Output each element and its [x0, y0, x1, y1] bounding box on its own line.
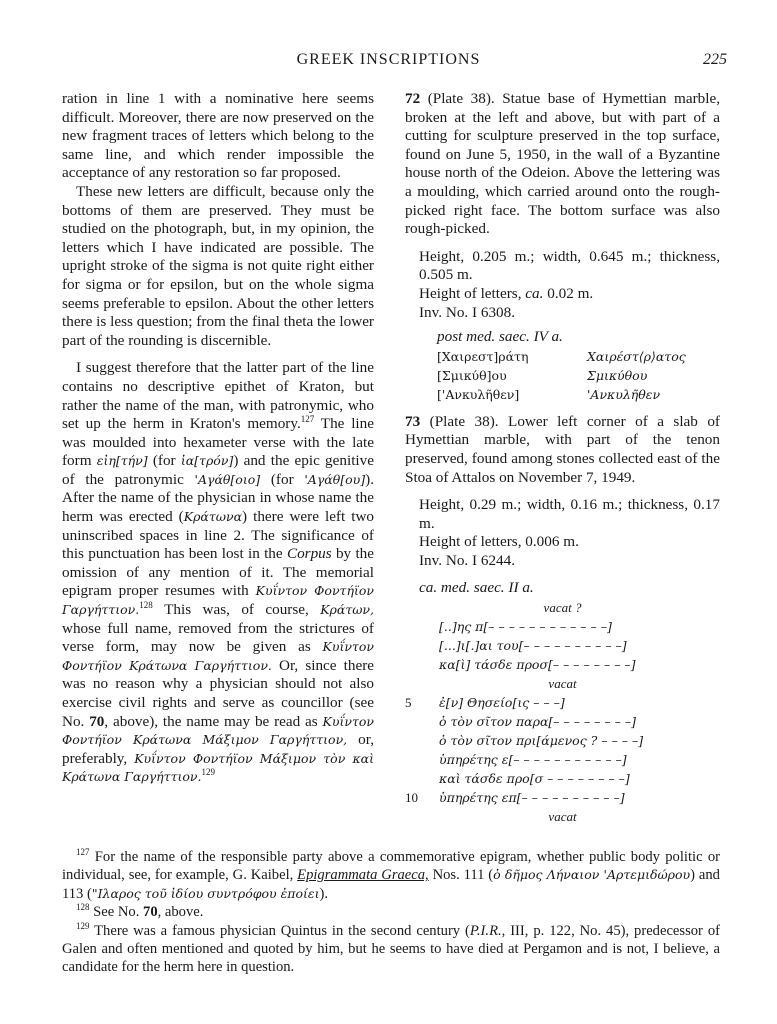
vacat: vacat — [548, 676, 577, 692]
dimensions: Height, 0.29 m.; width, 0.16 m.; thickness, 0.17 m. — [419, 496, 720, 532]
inscription-line: [...]ι[.]αι του[– – – – – – – – – –] — [439, 638, 627, 654]
entry-number: 73 — [405, 412, 421, 430]
inscription-line: ὁ τὸν σῖτον πρι[άμενος ? – – – –] — [439, 733, 644, 749]
entry-73: 73 (Plate 38). Lower left corner of a slab of Hymettian marble, with part of the tenon preserved, found among stones collected east of the Stoa of Attalos on November 7, 1949. — [405, 412, 720, 486]
greek-text: Κυΐντον Φοντήϊον Μάξιμον τὸν καὶ Κράτωνα Γαργήττιον. — [62, 750, 374, 785]
footnote-128: $^{128}$ See No. 70, above. — [76, 902, 204, 921]
greek-text: εἰη[τήν] — [96, 453, 148, 469]
greek-text: ἰα[τρόν] — [180, 453, 234, 469]
vacat: vacat ? — [543, 600, 582, 616]
inscription-line: ['Ανκυλῆθεν] 'Ανκυλῆθεν — [437, 386, 661, 402]
footnote-127: $^{127}$ For the name of the responsible party above a commemorative epigram, whether public body politic or individual, see, for example, G. Kaibel, Epigrammata Graeca, Nos. 111 (ὁ δῆμος Λήναιον 'Αρτεμιδώρου) and 113 ("Ιλαρος τοῦ ἰδίου συντρόφου ἐποίει). — [62, 847, 720, 902]
entry-number: 72 — [405, 90, 421, 107]
book-title: Epigrammata Graeca, — [297, 867, 429, 884]
page-header — [0, 51, 777, 73]
paragraph: ration in line 1 with a nominative here seems difficult. Moreover, there are now preserved on the new fragment traces of letters which belong to the same line, and which render impossible the acceptance of any restoration so far proposed. — [62, 90, 374, 182]
greek-text: 'Αγάθ[ου] — [304, 471, 366, 487]
greek-text: Κράτωνα — [183, 509, 243, 525]
inscription-line: καὶ τάσδε προ[σ – – – – – – – –] — [439, 771, 630, 787]
footnote-129: $^{129}$ There was a famous physician Quintus in the second century (P.I.R., III, p. 122, No. 45), predecessor of Galen and often mentioned and quoted by him, but he seems to have died at Pergamon and is not, I believe, a candidate for the herm here in question. — [62, 920, 720, 976]
dating: ca. med. saec. II a. — [419, 579, 534, 597]
page-number: 225 — [703, 51, 727, 68]
dimensions: Height, 0.205 m.; width, 0.645 m.; thickness, 0.505 m. — [419, 247, 720, 284]
right-column — [405, 90, 720, 826]
inscription-line: κα[ὶ] τάσδε προσ[– – – – – – – –] — [439, 657, 636, 673]
paragraph: I suggest therefore that the latter part of the line contains no descriptive epithet of Kraton, but rather the name of the man, with patronymic, who set up the herm in Kraton's memory.$^{127}$ The line was moulded into hexameter verse with the late form εἰη[τήν] (for ἰα[τρόν]) and the epic genitive of the patronymic 'Αγάθ[οιο] (for 'Αγάθ[ου]). After the name of the physician in whose name the herm was erected (Κράτωνα) there were left two uninscribed spaces in line 2. The significance of this punctuation has been lost in the Corpus by the omission of any mention of it. The memorial epigram proper resumes with Κυΐντον Φοντήϊον Γαργήττιον.$^{128}$ This was, of course, Κράτων, whose full name, removed from the strictures of verse form, may now be given as Κυΐντον Φοντήϊον Κράτωνα Γαργήττιον. Or, since there was no reason why a physician should not also exercise civil rights and serve as councillor (see No. 70, above), the name may be read as Κυΐντον Φοντήϊον Κράτωνα Μάξιμον Γαργήττιον, or, preferably, Κυΐντον Φοντήϊον Μάξιμον τὸν καὶ Κράτωνα Γαργήττιον.$^{129}$ — [62, 359, 375, 785]
inscription-line: ὑπηρέτης ε[– – – – – – – – – – –] — [439, 752, 627, 768]
footnote-ref: 127 — [300, 414, 315, 425]
running-head: GREEK INSCRIPTIONS — [296, 51, 481, 68]
inscription-line: 10 ὑπηρέτης επ[– – – – – – – – – –] — [405, 790, 625, 806]
inscription-line: [..]ης π[– – – – – – – – – – – –] — [439, 619, 612, 635]
inscription-73 — [405, 598, 720, 826]
footnotes — [62, 848, 720, 977]
greek-text: Κυΐντον Φοντήϊον Κράτωνα Μάξιμον Γαργήττιον, — [62, 713, 375, 748]
inscription-72 — [405, 347, 720, 404]
footnote-ref: 128 — [139, 599, 153, 610]
letter-height: Height of letters, 0.006 m. — [419, 533, 579, 551]
inscription-line: 5 ἐ[ν] Θησείο[ις – – –] — [405, 695, 565, 711]
cross-ref: 70 — [89, 712, 105, 730]
inventory-number: Inv. No. I 6244. — [419, 551, 516, 569]
footnote-ref: 129 — [201, 767, 216, 778]
greek-text: Κυΐντον Φοντήϊον Κράτωνα Γαργήττιον. — [62, 639, 374, 673]
inscription-line: ὁ τὸν σῖτον παρα[– – – – – – – –] — [439, 714, 636, 730]
paragraph: These new letters are difficult, because only the bottoms of them are preserved. They must be studied on the photograph, but, in my opinion, the letters which I have indicated are possible. The upright stroke of the sigma is not quite right either for sigma or for epsilon, but on the whole sigma seems preferable to epsilon. About the other letters there is less question; from the final theta the lower part of the rounding is discernible. — [62, 182, 374, 349]
greek-text: ὁ δῆμος Λήναιον 'Αρτεμιδώρου — [493, 867, 691, 883]
greek-text: "Ιλαρος τοῦ ἰδίου συντρόφου ἐποίει — [91, 885, 320, 901]
vacat: vacat — [548, 809, 577, 825]
greek-text: 'Αγάθ[οιο] — [194, 471, 261, 487]
greek-text: Κυΐντον Φοντήϊον Γαργήττιον. — [62, 583, 374, 618]
greek-text: Κράτων, — [320, 602, 374, 618]
left-column — [62, 90, 374, 787]
corpus-title: Corpus — [286, 545, 332, 563]
dating: post med. saec. IV a. — [437, 328, 563, 346]
inventory-number: Inv. No. I 6308. — [419, 303, 516, 321]
letter-height: Height of letters, ca. 0.02 m. — [419, 284, 594, 302]
inscription-line: [Σμικύθ]ου Σμικύθου — [437, 367, 648, 383]
entry-72: 72 (Plate 38). Statue base of Hymettian marble, broken at the left and above, but with part of a cutting for sculpture preserved in the top surface, found on June 5, 1950, in the wall of a Byzantine house north of the Odeion. Above the lettering was a moulding, which carried around onto the rough-picked right face. The bottom surface was also rough-picked. — [405, 90, 720, 238]
inscription-line: [Χαιρεστ]ράτη Χαιρέστ⟨ρ⟩ατος — [437, 348, 686, 364]
